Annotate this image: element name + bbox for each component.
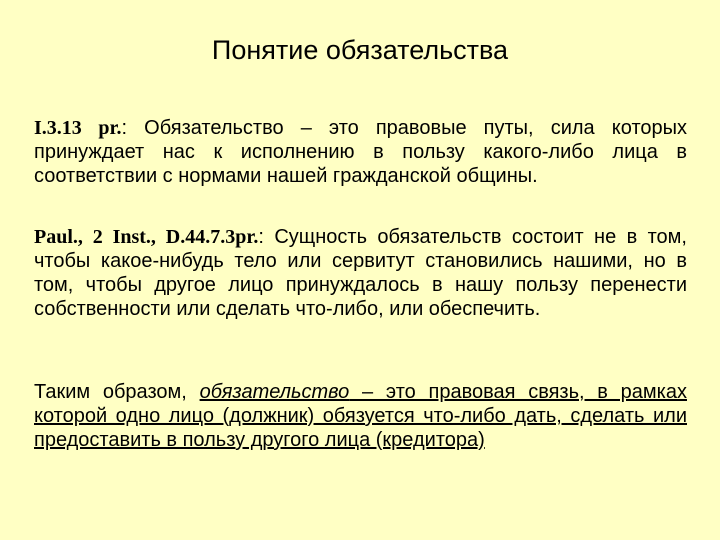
reference-colon: : (121, 117, 128, 139)
slide-title: Понятие обязательства (211, 35, 509, 65)
paragraph-text: Обязательство – это правовые путы, сила которых принуждает нас к исполнению в пользу какого-либо лица в соответствии с нормами нашей гражданской общины. (34, 117, 687, 187)
reference-colon: : (258, 226, 264, 248)
conclusion-lead: Таким образом, (34, 381, 200, 403)
definition-text: – это правовая связь, в рамках которой одно лицо (должник) обязуется что-либо дать, сделать или предоставить в пользу другого лица (кредитора) (34, 381, 687, 451)
paragraph-text: Сущность обязательств состоит не в том, чтобы какое-нибудь тело или сервитут становились нашими, но в том, чтобы другое лицо принуждалось в нашу пользу перенести собственности или сделать что-либо, или обеспечить. (34, 226, 687, 320)
paragraph-conclusion (34, 380, 687, 452)
defined-term: обязательство (199, 381, 350, 403)
source-reference: I.3.13 pr. (34, 117, 122, 139)
source-reference: Paul., 2 Inst., D.44.7.3pr. (34, 226, 259, 248)
paragraph-digest-definition (34, 225, 687, 321)
paragraph-institutes-definition (34, 116, 687, 188)
